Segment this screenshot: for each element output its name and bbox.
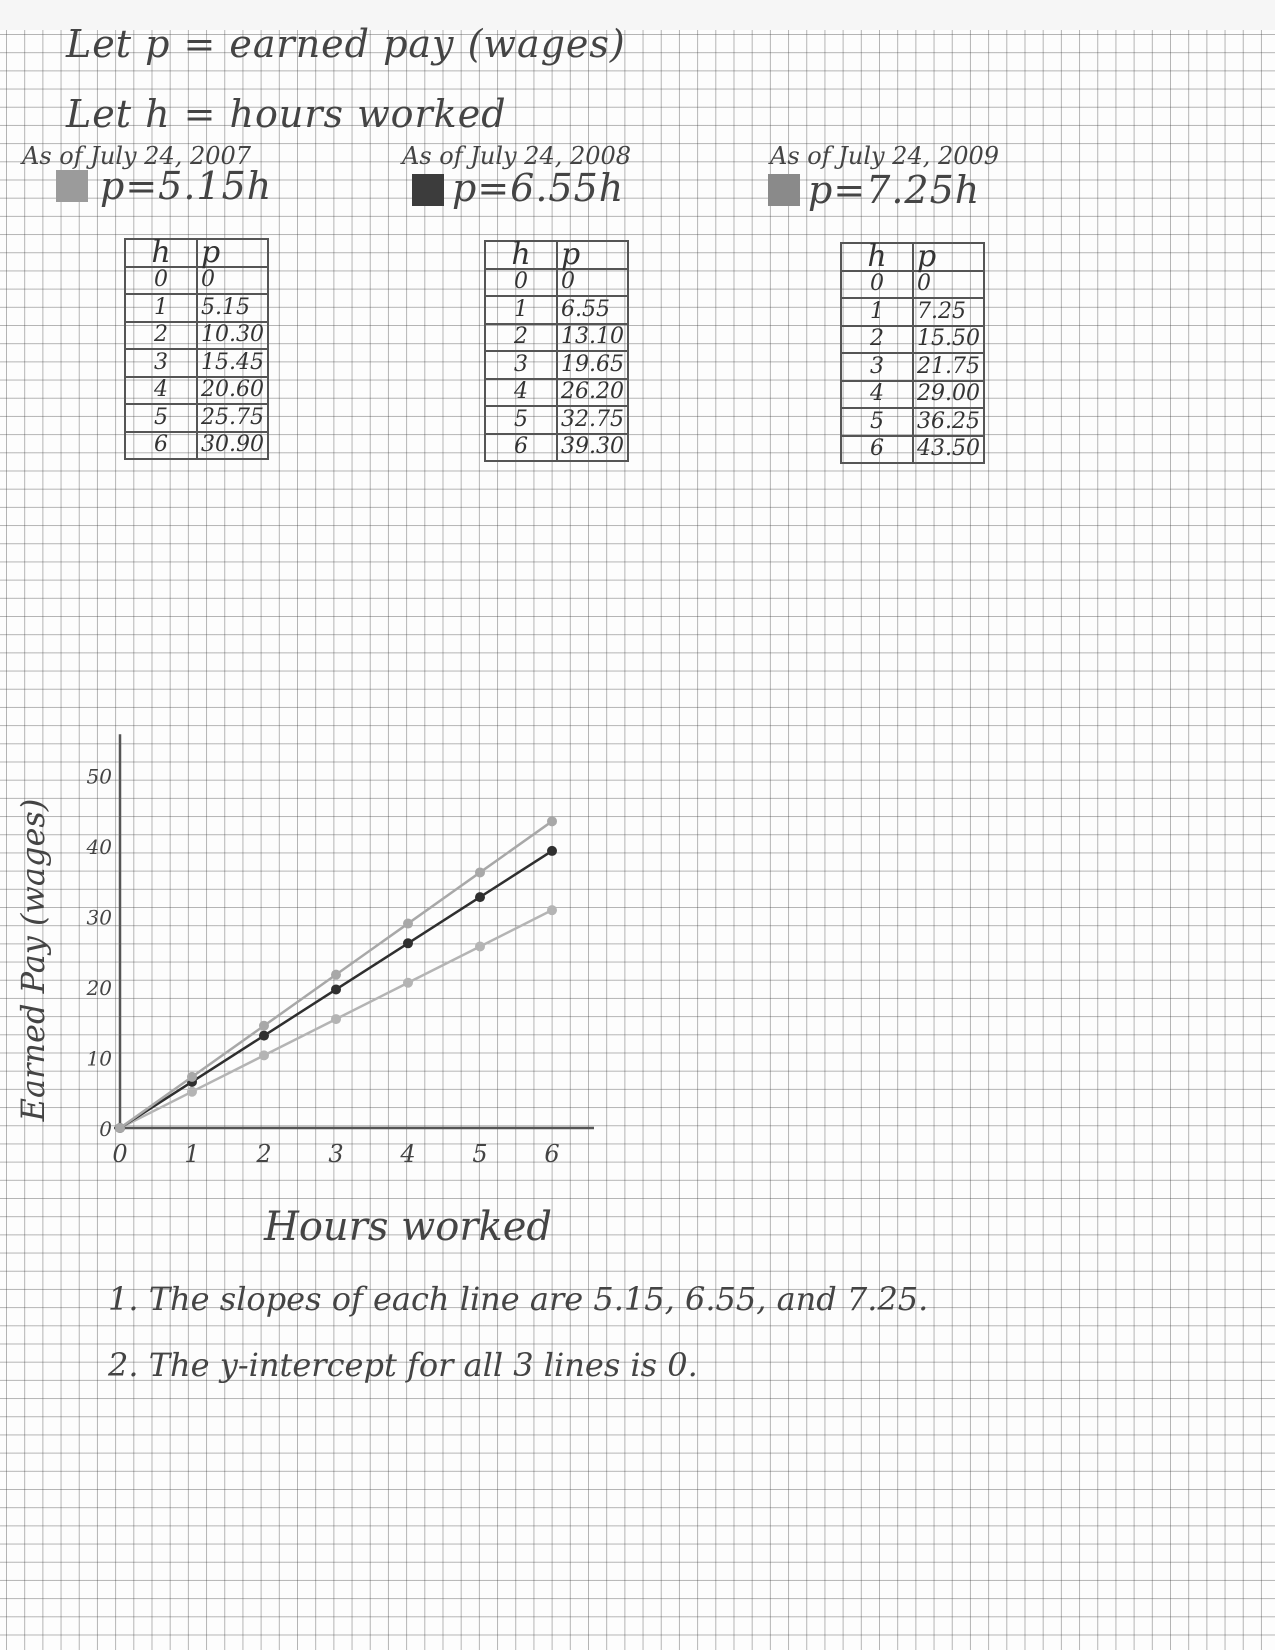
series-2 [115, 846, 557, 1133]
pay-variable-definition: Let p = earned pay (wages) [66, 22, 626, 66]
data-point [475, 941, 485, 951]
y-tick-label: 10 [86, 1046, 112, 1071]
x-tick-label: 3 [328, 1140, 344, 1168]
data-point [547, 816, 557, 826]
graph-paper-sheet [0, 22, 1275, 1650]
x-tick-label: 5 [472, 1140, 488, 1168]
y-tick-label: 50 [86, 764, 112, 789]
answer-slopes: 1. The slopes of each line are 5.15, 6.55, and 7.25. [108, 1280, 929, 1318]
date-label-2007: As of July 24, 2007 [22, 142, 252, 170]
equation-2009: p=7.25h [808, 168, 981, 212]
value-table-2008: h p 0 0 1 6.55 2 13.10 3 19.65 4 26.20 5 32.75 6 39.30 [484, 240, 629, 462]
y-tick-label: 20 [86, 976, 112, 1000]
data-point [331, 984, 341, 994]
hours-variable-definition: Let h = hours worked [66, 92, 507, 136]
date-label-2008: As of July 24, 2008 [402, 142, 632, 170]
data-point [115, 1123, 125, 1133]
data-point [475, 867, 485, 877]
answer-intercept: 2. The y-intercept for all 3 lines is 0. [108, 1346, 698, 1384]
data-point [259, 1050, 269, 1060]
y-tick-label: 0 [99, 1117, 112, 1141]
data-point [259, 1031, 269, 1041]
equation-2007: p=5.15h [100, 164, 273, 208]
data-point [547, 905, 557, 915]
x-tick-label: 2 [256, 1140, 272, 1168]
y-axis-title: Earned Pay (wages) [14, 798, 52, 1122]
x-tick-label: 6 [544, 1140, 560, 1168]
x-tick-label: 1 [184, 1140, 200, 1168]
data-point [403, 938, 413, 948]
x-tick-label: 0 [112, 1140, 128, 1168]
x-tick-label: 4 [400, 1140, 416, 1168]
data-point [475, 892, 485, 902]
value-table-2007: h p 0 0 1 5.15 2 10.30 3 15.45 4 20.60 5 25.75 6 30.90 [124, 238, 269, 460]
value-table-2009: h p 0 0 1 7.25 2 15.50 3 21.75 4 29.00 5 36.25 6 43.50 [840, 242, 985, 464]
data-point [259, 1021, 269, 1031]
data-point [403, 919, 413, 929]
wage-line-chart [0, 30, 1275, 1650]
series-1 [115, 905, 557, 1133]
data-point [187, 1087, 197, 1097]
y-tick-label: 30 [86, 905, 112, 930]
y-tick-label: 40 [86, 835, 112, 859]
date-label-2009: As of July 24, 2009 [770, 142, 1000, 170]
series-3 [115, 816, 557, 1133]
data-point [187, 1072, 197, 1082]
equation-2008: p=6.55h [452, 166, 625, 210]
data-point [331, 1014, 341, 1024]
data-point [547, 846, 557, 856]
data-point [331, 970, 341, 980]
data-point [403, 978, 413, 988]
x-axis-title: Hours worked [263, 1204, 553, 1250]
